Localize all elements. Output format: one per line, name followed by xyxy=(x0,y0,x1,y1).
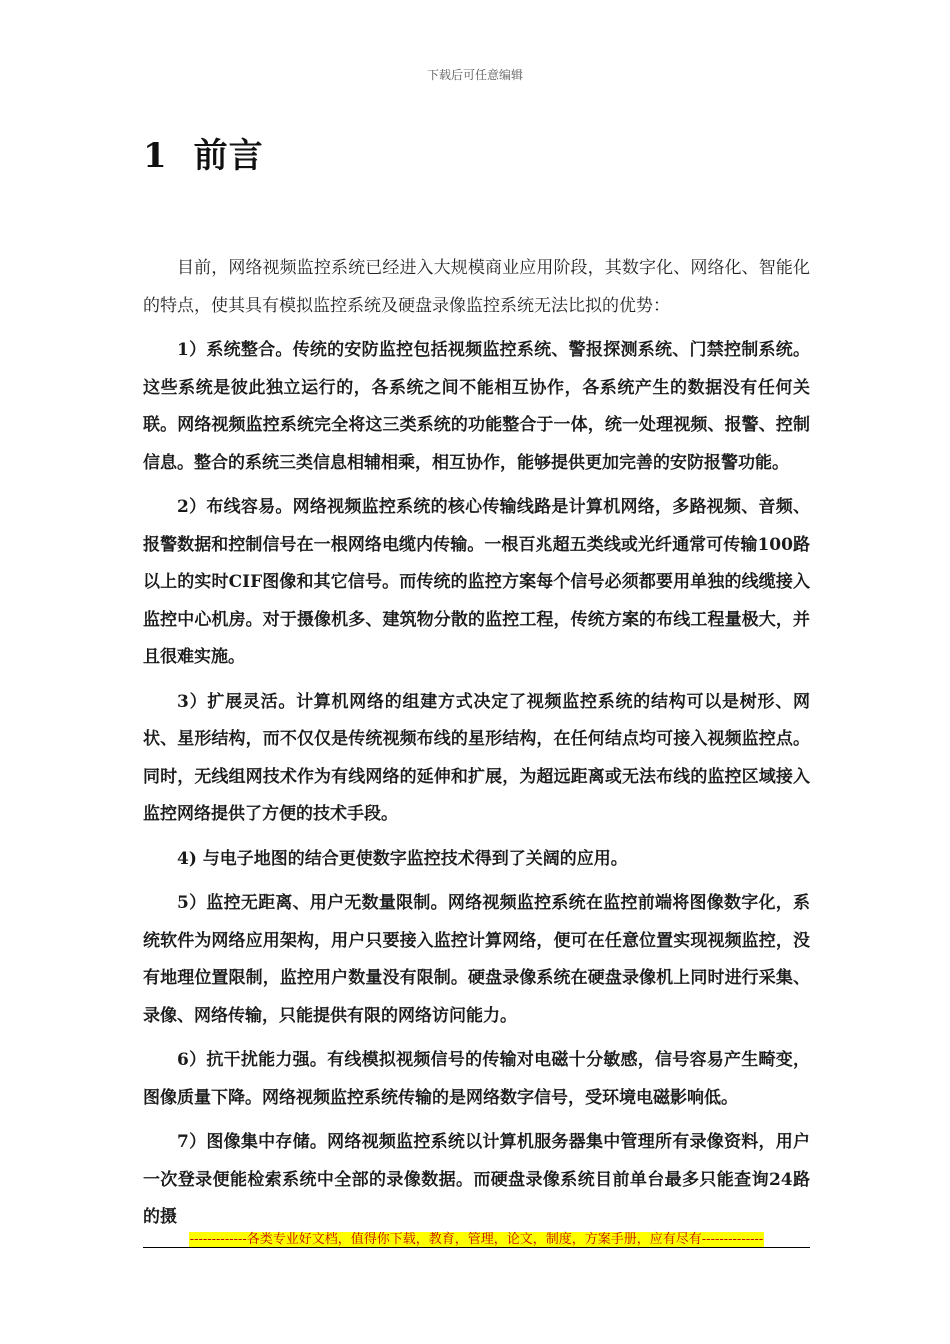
list-item-3: 3）扩展灵活。计算机网络的组建方式决定了视频监控系统的结构可以是树形、网状、星形结构，而不仅仅是传统视频布线的星形结构，在任何结点均可接入视频监控点。同时，无线组网技术作为有线网络的延伸和扩展，为超远距离或无法布线的监控区域接入监控网络提供了方便的技术手段。 xyxy=(143,691,810,824)
footer-banner-text: -------------各类专业好文档，值得你下载，教育，管理，论文，制度，方案手册，应有尽有-------------- xyxy=(189,1232,764,1247)
list-item-7: 7）图像集中存储。网络视频监控系统以计算机服务器集中管理所有录像资料，用户一次登录便能检索系统中全部的录像数据。而硬盘录像系统目前单台最多只能查询24路的摄 xyxy=(143,1132,810,1227)
list-item-6: 6）抗干扰能力强。有线模拟视频信号的传输对电磁十分敏感，信号容易产生畸变，图像质量下降。网络视频监控系统传输的是网络数字信号，受环境电磁影响低。 xyxy=(143,1050,810,1108)
chapter-number: 1 xyxy=(143,136,168,176)
list-item-2: 2）布线容易。网络视频监控系统的核心传输线路是计算机网络，多路视频、音频、报警数据和控制信号在一根网络电缆内传输。一根百兆超五类线或光纤通常可传输100路以上的实时CIF图像和其它信号。而传统的监控方案每个信号必须都要用单独的线缆接入监控中心机房。对于摄像机多、建筑物分散的监控工程，传统方案的布线工程量极大，并且很难实施。 xyxy=(143,497,810,667)
footer-divider xyxy=(143,1247,810,1248)
list-item-5: 5）监控无距离、用户无数量限制。网络视频监控系统在监控前端将图像数字化，系统软件为网络应用架构，用户只要接入监控计算网络，便可在任意位置实现视频监控，没有地理位置限制，监控用户数量没有限制。硬盘录像系统在硬盘录像机上同时进行采集、录像、网络传输，只能提供有限的网络访问能力。 xyxy=(143,893,810,1026)
footer-banner xyxy=(143,1228,810,1247)
list-item-1: 1）系统整合。传统的安防监控包括视频监控系统、警报探测系统、门禁控制系统。这些系统是彼此独立运行的，各系统之间不能相互协作，各系统产生的数据没有任何关联。网络视频监控系统完全将这三类系统的功能整合于一体，统一处理视频、报警、控制信息。整合的系统三类信息相辅相乘，相互协作，能够提供更加完善的安防报警功能。 xyxy=(143,340,810,473)
chapter-title: 前言 xyxy=(193,136,264,176)
chapter-heading xyxy=(143,128,264,177)
body-text xyxy=(143,250,810,1244)
header-note: 下载后可任意编辑 xyxy=(426,68,523,82)
list-item-4: 4) 与电子地图的结合更使数字监控技术得到了关阔的应用。 xyxy=(177,848,628,869)
intro-paragraph: 目前，网络视频监控系统已经进入大规模商业应用阶段，其数字化、网络化、智能化的特点，使其具有模拟监控系统及硬盘录像监控系统无法比拟的优势： xyxy=(143,258,810,316)
